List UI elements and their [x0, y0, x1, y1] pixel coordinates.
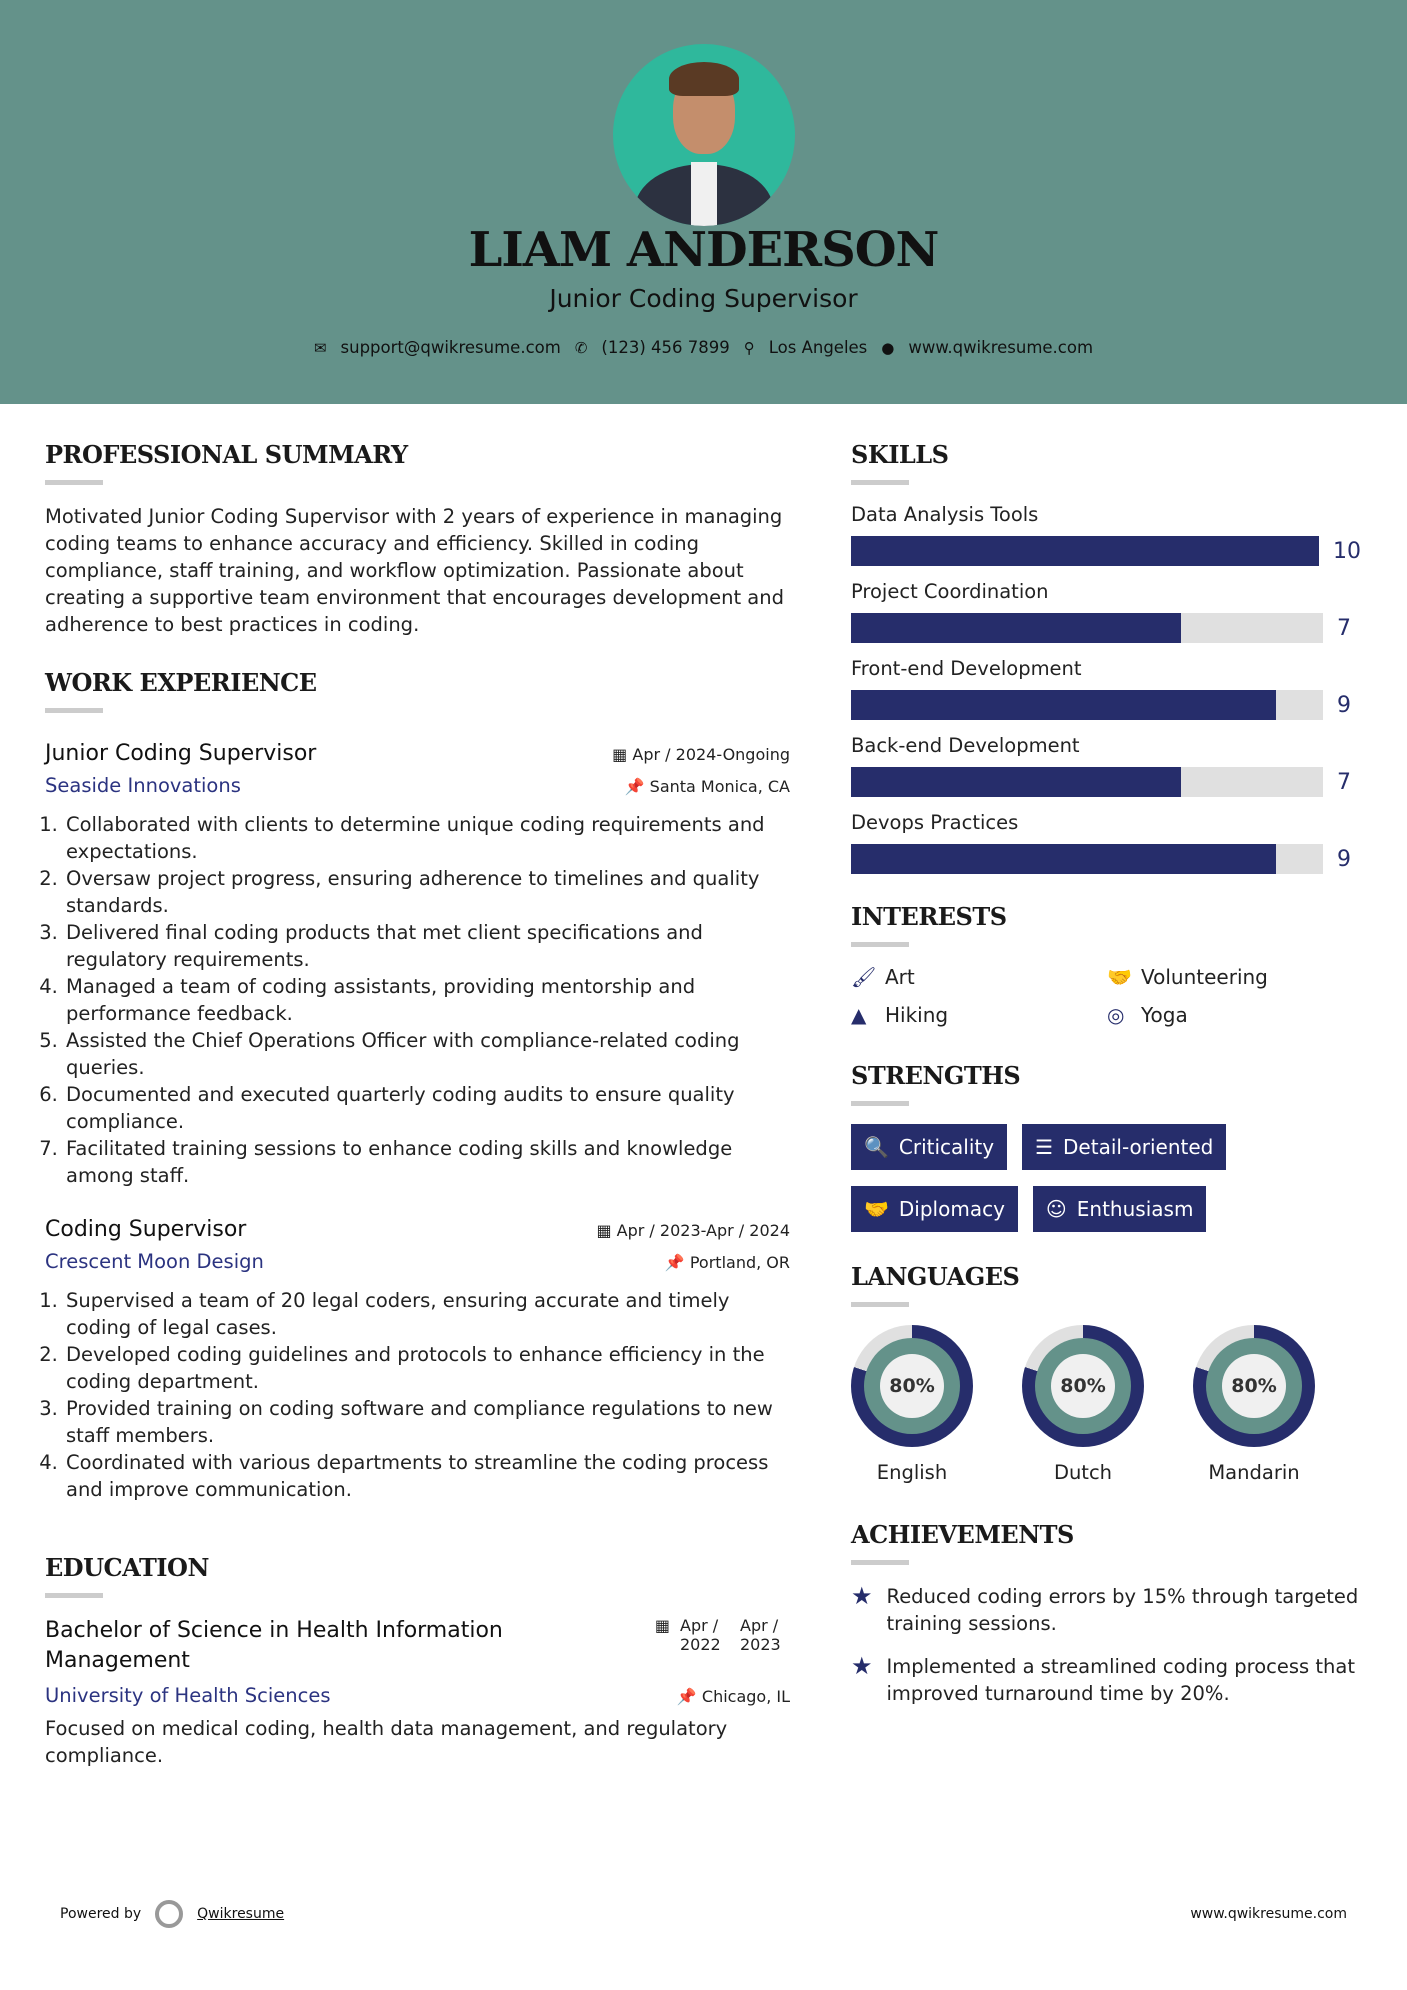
heading-underline — [45, 1593, 103, 1598]
interest-label: Art — [885, 965, 915, 989]
skill-bar-fill — [851, 690, 1276, 720]
handshake-icon: 🤝 — [1107, 965, 1132, 989]
language-name: Dutch — [1053, 1461, 1113, 1484]
star-icon: ★ — [851, 1582, 873, 1610]
heading-underline — [851, 942, 909, 947]
strength-label: Enthusiasm — [1076, 1197, 1194, 1221]
job-duties — [45, 1287, 790, 1503]
job-location: Portland, OR — [689, 1253, 790, 1272]
interest-item — [1107, 965, 1357, 989]
language-item — [1193, 1325, 1315, 1484]
language-percent: 80% — [1222, 1354, 1286, 1418]
skill-item — [851, 811, 1361, 874]
skill-item — [851, 734, 1361, 797]
strength-tag — [1033, 1186, 1207, 1232]
duty-item: 4. Coordinated with various departments to streamline the coding process and improve communication. — [64, 1449, 790, 1503]
duty-item: 2. Developed coding guidelines and protocols to enhance efficiency in the coding department. — [64, 1341, 790, 1395]
job-dates: Apr / 2024-Ongoing — [632, 745, 790, 764]
search-icon: 🔍 — [864, 1135, 889, 1159]
language-name: English — [876, 1461, 948, 1484]
skill-bar — [851, 613, 1323, 643]
duty-item: 1. Collaborated with clients to determine unique coding requirements and expectations. — [64, 811, 790, 865]
calendar-icon: ▦ — [596, 1221, 612, 1240]
skill-name: Front-end Development — [851, 657, 1082, 680]
location: Los Angeles — [768, 338, 868, 357]
strength-tag — [851, 1124, 1007, 1170]
skill-bar — [851, 536, 1319, 566]
edu-location: Chicago, IL — [701, 1687, 790, 1706]
interest-item — [851, 965, 1107, 989]
strength-label: Diplomacy — [898, 1197, 1005, 1221]
skill-value: 7 — [1337, 615, 1351, 641]
brand-link[interactable]: Qwikresume — [197, 1906, 285, 1922]
contact-bar — [0, 338, 1407, 357]
footer — [60, 1900, 1347, 1928]
footer-site[interactable]: www.qwikresume.com — [1190, 1906, 1347, 1922]
map-marker-icon: ⚲ — [743, 338, 755, 357]
language-donut — [1022, 1325, 1144, 1447]
skill-name: Data Analysis Tools — [851, 503, 1039, 526]
heading-underline — [851, 480, 909, 485]
skill-value: 7 — [1337, 769, 1351, 795]
strength-tag — [1022, 1124, 1226, 1170]
edu-start: Apr / 2022 — [680, 1616, 721, 1654]
skill-name: Devops Practices — [851, 811, 1019, 834]
skill-value: 9 — [1337, 692, 1351, 718]
duty-item: 6. Documented and executed quarterly coding audits to ensure quality compliance. — [64, 1081, 790, 1135]
pin-icon: 📌 — [664, 1253, 685, 1272]
job-dates: Apr / 2023-Apr / 2024 — [616, 1221, 790, 1240]
skill-bar-fill — [851, 767, 1181, 797]
profile-photo — [613, 44, 795, 226]
section-heading: INTERESTS — [851, 902, 1007, 931]
edu-end: Apr / 2023 — [740, 1616, 781, 1654]
duty-item: 4. Managed a team of coding assistants, providing mentorship and performance feedback. — [64, 973, 790, 1027]
lifering-icon: ◎ — [1107, 1003, 1125, 1027]
envelope-icon: ✉ — [313, 338, 327, 357]
language-percent: 80% — [1051, 1354, 1115, 1418]
heading-underline — [851, 1302, 909, 1307]
duty-item: 1. Supervised a team of 20 legal coders, ensuring accurate and timely coding of legal cases. — [64, 1287, 790, 1341]
section-heading: SKILLS — [851, 440, 949, 469]
pin-icon: 📌 — [676, 1687, 697, 1706]
skill-bar — [851, 767, 1323, 797]
heading-underline — [45, 708, 103, 713]
achievement-item — [851, 1653, 1361, 1707]
achievement-item — [851, 1583, 1361, 1637]
skill-bar-fill — [851, 613, 1181, 643]
section-heading: LANGUAGES — [851, 1262, 1020, 1291]
job-entry — [45, 741, 790, 1189]
phone-icon: ✆ — [574, 338, 588, 357]
summary-text: Motivated Junior Coding Supervisor with 2 years of experience in managing coding teams to enhance accuracy and efficiency. Skilled in coding compliance, staff training, and workflow optimization. Passionate about creating a supportive team environment that encourages development and adherence to best practices in coding. — [45, 505, 784, 636]
skill-item — [851, 657, 1361, 720]
candidate-name: LIAM ANDERSON — [468, 222, 939, 278]
skill-value: 10 — [1333, 538, 1361, 564]
qwikresume-logo-icon — [155, 1900, 183, 1928]
language-name: Mandarin — [1208, 1461, 1300, 1484]
skill-bar-fill — [851, 536, 1319, 566]
company: Crescent Moon Design — [45, 1250, 264, 1273]
skill-name: Back-end Development — [851, 734, 1080, 757]
pin-icon: 📌 — [624, 777, 645, 796]
strength-label: Detail-oriented — [1063, 1135, 1214, 1159]
smile-icon: ☺ — [1045, 1197, 1067, 1221]
section-heading: STRENGTHS — [851, 1061, 1021, 1090]
achievement-text: Reduced coding errors by 15% through targeted training sessions. — [886, 1585, 1359, 1635]
skill-item — [851, 503, 1361, 566]
company: Seaside Innovations — [45, 774, 241, 797]
job-title: Junior Coding Supervisor — [45, 741, 317, 766]
section-heading: EDUCATION — [45, 1553, 209, 1582]
degree: Bachelor of Science in Health Information Management — [45, 1618, 503, 1673]
interest-item — [851, 1003, 1107, 1027]
duty-item: 7. Facilitated training sessions to enhance coding skills and knowledge among staff. — [64, 1135, 790, 1189]
email[interactable]: support@qwikresume.com — [340, 338, 561, 357]
job-duties — [45, 811, 790, 1189]
section-heading: WORK EXPERIENCE — [45, 668, 317, 697]
globe-icon: ● — [881, 338, 895, 357]
duty-item: 5. Assisted the Chief Operations Officer with compliance-related coding queries. — [64, 1027, 790, 1081]
website[interactable]: www.qwikresume.com — [908, 338, 1094, 357]
duty-item: 3. Provided training on coding software and compliance regulations to new staff members. — [64, 1395, 790, 1449]
strength-tag — [851, 1186, 1018, 1232]
skill-name: Project Coordination — [851, 580, 1049, 603]
section-heading: ACHIEVEMENTS — [851, 1520, 1074, 1549]
skill-bar — [851, 844, 1323, 874]
left-column — [45, 440, 790, 1769]
job-title: Coding Supervisor — [45, 1217, 247, 1242]
language-item — [1022, 1325, 1144, 1484]
candidate-title: Junior Coding Supervisor — [549, 284, 858, 313]
paintbrush-icon: 🖌 — [851, 965, 877, 989]
skill-bar-fill — [851, 844, 1276, 874]
interest-item — [1107, 1003, 1357, 1027]
heading-underline — [45, 480, 103, 485]
heading-underline — [851, 1560, 909, 1565]
education-text: Focused on medical coding, health data management, and regulatory compliance. — [45, 1717, 728, 1767]
job-location: Santa Monica, CA — [649, 777, 790, 796]
powered-by: Powered by — [60, 1906, 142, 1922]
skill-bar — [851, 690, 1323, 720]
strength-label: Criticality — [898, 1135, 995, 1159]
duty-item: 2. Oversaw project progress, ensuring adherence to timelines and quality standards. — [64, 865, 790, 919]
right-column — [851, 440, 1361, 1723]
job-entry — [45, 1217, 790, 1503]
skill-item — [851, 580, 1361, 643]
education-entry — [45, 1616, 790, 1676]
language-percent: 80% — [880, 1354, 944, 1418]
interest-label: Hiking — [885, 1003, 949, 1027]
skill-value: 9 — [1337, 846, 1351, 872]
star-icon: ★ — [851, 1652, 873, 1680]
calendar-icon: ▦ — [612, 745, 628, 764]
section-heading: PROFESSIONAL SUMMARY — [45, 440, 408, 469]
language-donut — [1193, 1325, 1315, 1447]
duty-item: 3. Delivered final coding products that met client specifications and regulatory requirements. — [64, 919, 790, 973]
interest-label: Yoga — [1141, 1003, 1188, 1027]
heading-underline — [851, 1101, 909, 1106]
language-donut — [851, 1325, 973, 1447]
handshake-icon: 🤝 — [864, 1197, 889, 1221]
list-icon: ☰ — [1035, 1135, 1054, 1159]
language-item — [851, 1325, 973, 1484]
achievement-text: Implemented a streamlined coding process that improved turnaround time by 20%. — [886, 1655, 1355, 1705]
header — [0, 0, 1407, 404]
school: University of Health Sciences — [45, 1684, 331, 1707]
interest-label: Volunteering — [1141, 965, 1268, 989]
phone: (123) 456 7899 — [601, 338, 730, 357]
calendar-icon: ▦ — [654, 1616, 670, 1635]
tree-icon: ▲ — [851, 1003, 867, 1027]
